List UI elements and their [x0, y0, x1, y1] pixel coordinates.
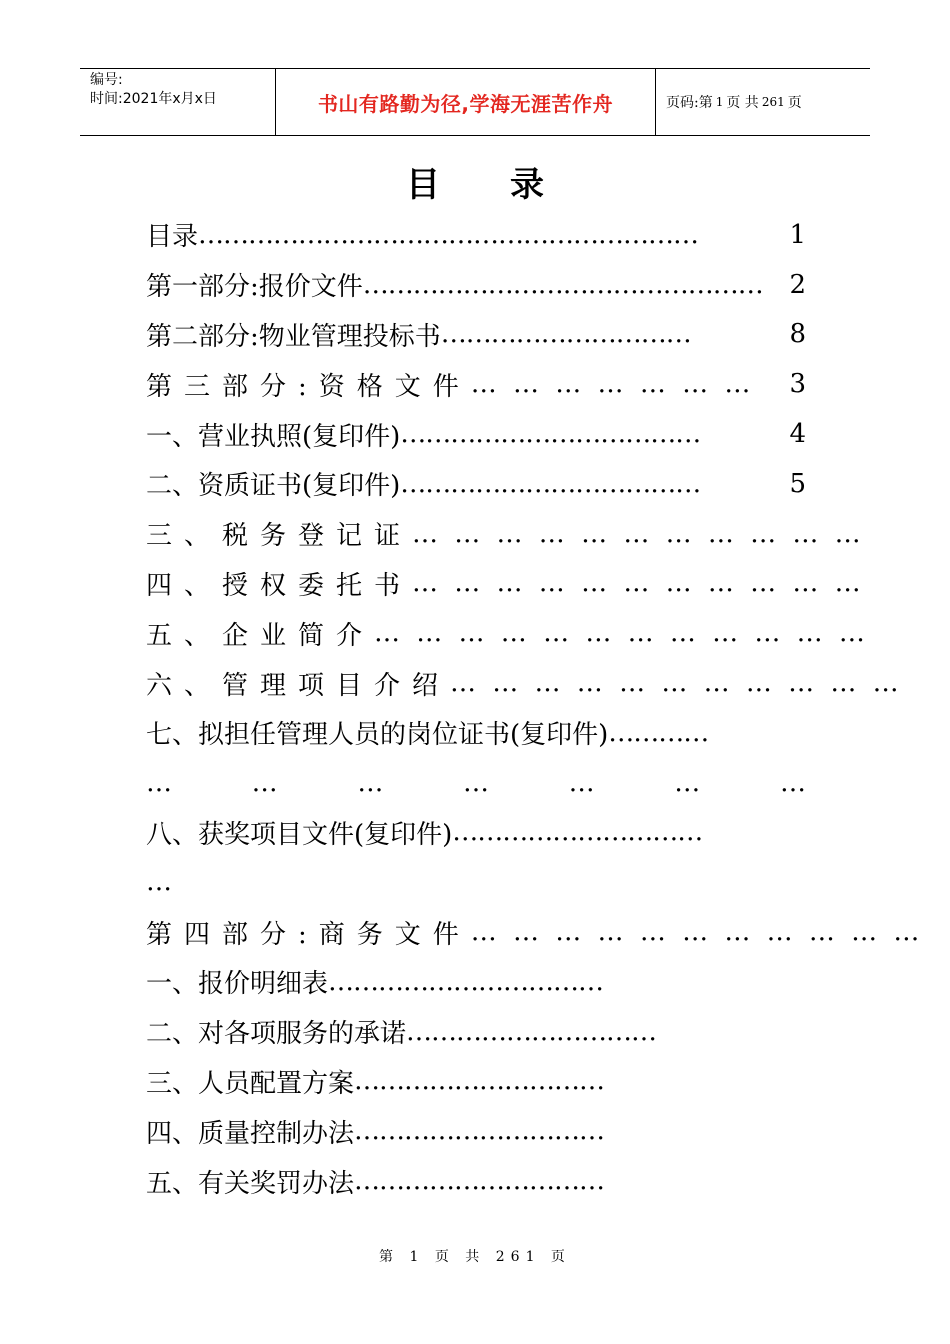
toc-leader-continuation [146, 758, 806, 808]
toc-entry-label: 二、对各项服务的承诺 [146, 1019, 407, 1050]
toc-entry [146, 409, 806, 459]
toc-entry-label: 第三部分:资格文件 [146, 371, 471, 402]
toc-entry-label: 第四部分:商务文件 [146, 919, 471, 950]
page-total: 261 [761, 95, 785, 109]
toc-entry-leader: … … … … … … … … … … … … [374, 618, 869, 649]
toc-entry-page: 3 [789, 369, 806, 400]
leader-segment: … [462, 767, 489, 798]
leader-segment: … [779, 767, 806, 798]
page-footer: 第 1 页 共 261 页 [379, 1249, 571, 1265]
toc-entry [146, 708, 806, 758]
page-mid: 页 共 [726, 95, 759, 111]
toc-entry-leader: ………………………… [354, 1066, 605, 1097]
toc-entry [146, 1156, 816, 1206]
toc-entry-leader: ………………………… [440, 319, 691, 350]
toc-entry-leader: ………… [608, 717, 709, 748]
page-header [80, 68, 870, 136]
toc-entry-label: 四、授权委托书 [146, 570, 413, 601]
toc-entry-leader: …………………………………………………… [198, 219, 699, 250]
leader-segment: … [146, 767, 172, 798]
toc-entry-label: 八、获奖项目文件(复印件) [146, 819, 453, 850]
toc-entry [146, 509, 865, 559]
toc-entry-label: 第一部分:报价文件 [146, 272, 363, 303]
toc-entry [146, 608, 869, 658]
toc-entry-leader: ……………………………… [400, 419, 701, 450]
toc-entry-label: 一、报价明细表 [146, 969, 329, 1000]
toc-entry-label: 一、营业执照(复印件) [146, 421, 401, 452]
toc-entry-leader: … … … … … … … … … … … [450, 668, 903, 699]
page-current: 1 [715, 95, 724, 109]
toc-entry [146, 957, 816, 1007]
toc-entry-label: 三、人员配置方案 [146, 1068, 355, 1099]
toc-entry [146, 1106, 816, 1156]
toc-entry [146, 658, 903, 708]
toc-entry-leader: … … … … … … … … … … … [412, 518, 865, 549]
toc-entry-page: 1 [789, 219, 806, 250]
toc-entry-leader: …………………………… [328, 966, 604, 997]
leader-segment: … [251, 767, 278, 798]
toc-entry-label: 二、资质证书(复印件) [146, 471, 401, 502]
page-prefix: 页码:第 [666, 95, 713, 111]
leader-segment: … [146, 867, 172, 898]
toc-entry [146, 459, 806, 509]
toc-entry [146, 559, 865, 609]
toc-entry-leader: ………………………… [354, 1116, 605, 1147]
toc-entry [146, 907, 924, 957]
toc-entry [146, 359, 806, 409]
toc-entry [146, 310, 806, 360]
toc-entry [146, 1007, 816, 1057]
toc-entry-label: 第二部分:物业管理投标书 [146, 321, 441, 352]
toc-entry-leader: ……………………………… [400, 468, 701, 499]
toc-entry-label: 六、管理项目介绍 [146, 670, 451, 701]
toc-entry-page: 8 [789, 319, 806, 350]
header-meta-cell [80, 69, 276, 135]
header-motto-cell [276, 69, 656, 135]
page-suffix: 页 [787, 95, 802, 111]
toc-entry-page: 4 [789, 419, 806, 450]
leader-segment: … [357, 767, 384, 798]
toc-entry-leader: ………………………………………… [362, 269, 763, 300]
toc-entry-label: 目录 [146, 222, 199, 253]
toc-entry [146, 808, 806, 858]
toc-entry-label: 三、税务登记证 [146, 521, 413, 552]
header-page-cell [656, 69, 870, 135]
toc-entry-leader: … … … … … … … … … … … [470, 917, 924, 948]
document-number-label: 编号: [90, 72, 123, 88]
toc-entry-leader: ………………………… [406, 1016, 657, 1047]
document-title: 目录 [406, 165, 614, 205]
toc-entry [146, 1057, 816, 1107]
toc-leader-continuation [146, 857, 816, 907]
toc-entry-leader: ………………………… [354, 1166, 605, 1197]
toc-entry-leader: … … … … … … … [470, 369, 755, 400]
toc-entry-label: 五、有关奖罚办法 [146, 1168, 355, 1199]
toc-entry-label: 四、质量控制办法 [146, 1118, 355, 1149]
toc-entry [146, 210, 806, 260]
toc-entry-label: 七、拟担任管理人员的岗位证书(复印件) [146, 720, 609, 751]
table-of-contents [146, 210, 924, 1206]
document-time-label: 时间:2021年x月x日 [90, 91, 217, 107]
toc-entry-leader: … … … … … … … … … … … [412, 568, 865, 599]
toc-entry-leader: ………………………… [452, 817, 703, 848]
header-motto: 书山有路勤为径,学海无涯苦作舟 [317, 91, 614, 116]
toc-entry-page: 2 [789, 269, 806, 300]
leader-segment: … [674, 767, 701, 798]
toc-entry-label: 五、企业简介 [146, 620, 375, 651]
leader-segment: … [568, 767, 595, 798]
toc-entry-page: 5 [789, 468, 806, 499]
toc-entry [146, 260, 806, 310]
